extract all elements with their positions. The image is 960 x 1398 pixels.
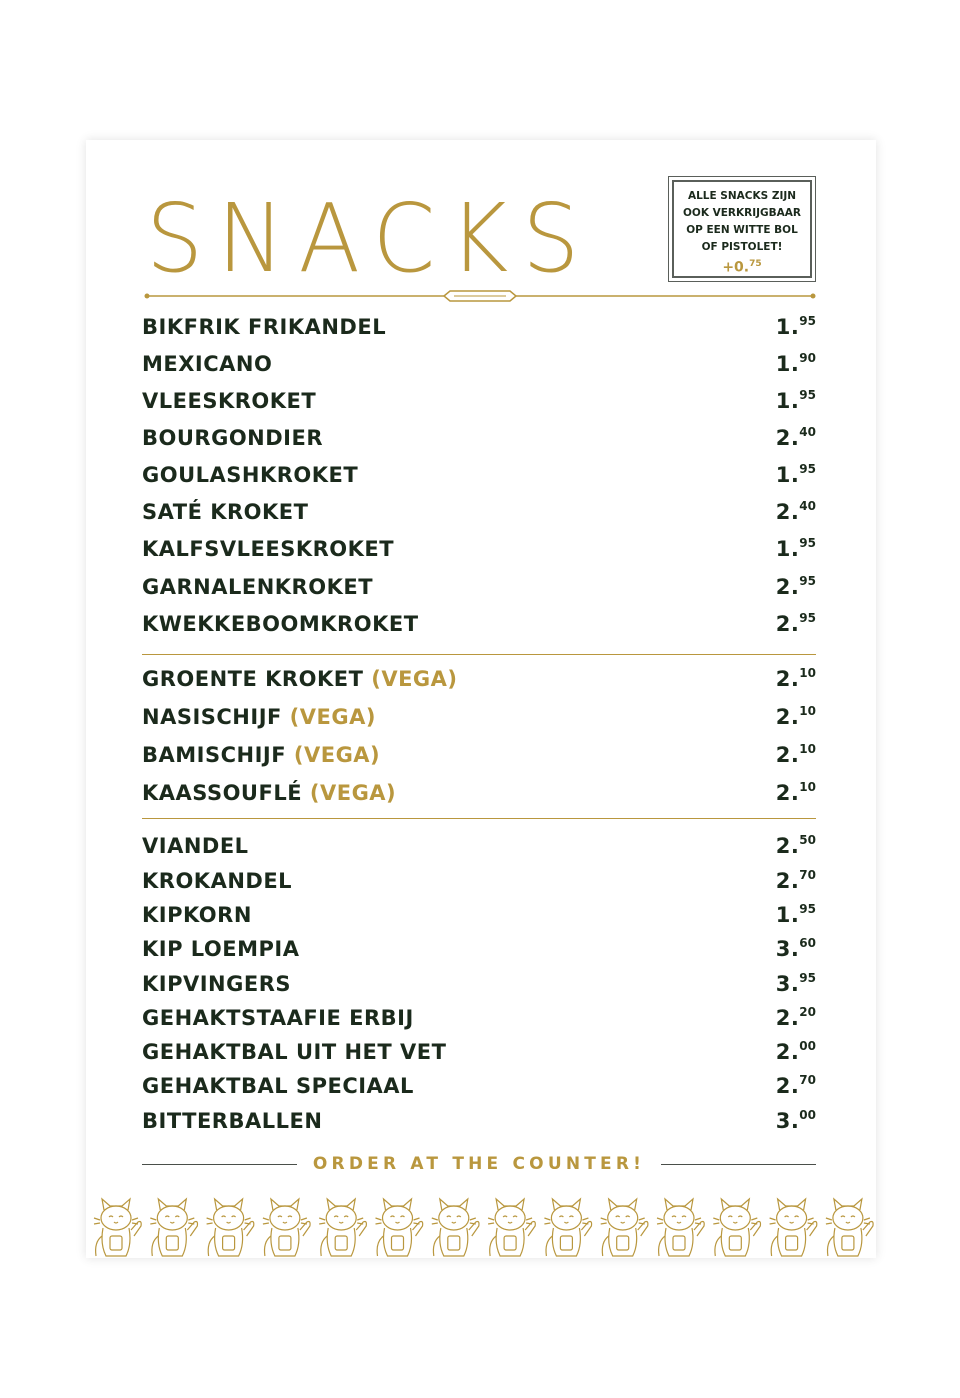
item-price [776, 666, 816, 691]
price-euros: 2. [775, 500, 800, 524]
item-price [776, 971, 816, 996]
menu-item [142, 742, 816, 767]
item-name: VLEESKROKET [142, 389, 317, 413]
price-euros: 1. [775, 352, 800, 376]
vega-tag: (VEGA) [309, 781, 397, 805]
footer-rule-right [661, 1164, 816, 1165]
price-euros: 1. [775, 903, 800, 927]
item-name: GROENTE KROKET [142, 667, 364, 691]
menu-item [142, 1039, 816, 1064]
price-cents: 10 [799, 742, 816, 756]
item-price [776, 388, 816, 413]
item-price [776, 742, 816, 767]
item-price [776, 1039, 816, 1064]
price-euros: 2. [775, 743, 800, 767]
item-price [776, 462, 816, 487]
lucky-cat-icon [207, 1199, 254, 1256]
lucky-cat-icon [826, 1199, 873, 1256]
item-name-wrap [142, 781, 396, 805]
item-price [776, 314, 816, 339]
item-name: BITTERBALLEN [142, 1109, 323, 1133]
notice-extra-cents: 75 [749, 259, 762, 269]
price-cents: 95 [799, 574, 816, 588]
menu-item [142, 1108, 816, 1133]
menu-item [142, 574, 816, 599]
price-euros: 2. [775, 1040, 800, 1064]
item-name: GEHAKTBAL SPECIAAL [142, 1074, 414, 1098]
item-name: KWEKKEBOOMKROKET [142, 612, 419, 636]
price-euros: 2. [775, 426, 800, 450]
item-name-wrap [142, 705, 376, 729]
price-euros: 1. [775, 389, 800, 413]
lucky-cat-icon [488, 1199, 535, 1256]
menu-item [142, 351, 816, 376]
item-price [776, 574, 816, 599]
item-price [776, 351, 816, 376]
item-name: GOULASHKROKET [142, 463, 359, 487]
item-name: SATÉ KROKET [142, 500, 309, 524]
menu-item [142, 314, 816, 339]
price-cents: 10 [799, 704, 816, 718]
lucky-cat-icon [319, 1199, 366, 1256]
vega-tag: (VEGA) [371, 667, 458, 691]
section-divider [142, 654, 816, 655]
item-name: VIANDEL [142, 834, 249, 858]
menu-item [142, 462, 816, 487]
lucky-cat-icon [263, 1199, 310, 1256]
price-euros: 2. [775, 781, 800, 805]
menu-item [142, 704, 816, 729]
notice-extra-main: +0. [722, 259, 750, 276]
price-euros: 2. [775, 1074, 800, 1098]
item-price [776, 1073, 816, 1098]
menu-item [142, 971, 816, 996]
item-name: GEHAKTSTAAFIE ERBIJ [142, 1006, 414, 1030]
menu-item [142, 936, 816, 961]
price-cents: 95 [799, 902, 816, 916]
item-name: KALFSVLEESKROKET [142, 537, 395, 561]
price-euros: 2. [775, 869, 800, 893]
item-name: MEXICANO [142, 352, 273, 376]
lucky-cat-icon [601, 1199, 648, 1256]
price-euros: 1. [775, 537, 800, 561]
ornament-divider [144, 290, 816, 302]
notice-extra-price [674, 256, 810, 277]
price-cents: 10 [799, 780, 816, 794]
footer-rule-left [142, 1164, 297, 1165]
item-name-wrap [142, 667, 458, 691]
notice-line: OOK VERKRIJGBAAR [682, 207, 802, 219]
menu-item [142, 536, 816, 561]
price-euros: 3. [775, 937, 800, 961]
menu-item [142, 868, 816, 893]
lucky-cat-icon [770, 1199, 817, 1256]
price-cents: 10 [799, 666, 816, 680]
menu-item [142, 780, 816, 805]
price-cents: 95 [799, 971, 816, 985]
price-cents: 60 [799, 936, 816, 950]
price-cents: 40 [799, 425, 816, 439]
price-euros: 3. [775, 972, 800, 996]
notice-box [672, 180, 812, 278]
item-price [776, 1005, 816, 1030]
menu-item [142, 425, 816, 450]
price-euros: 2. [775, 575, 800, 599]
section-divider [142, 818, 816, 819]
item-price [776, 536, 816, 561]
lucky-cat-icon [544, 1199, 591, 1256]
menu-item [142, 388, 816, 413]
price-cents: 95 [799, 462, 816, 476]
notice-line: OF PISTOLET! [701, 241, 783, 253]
price-euros: 3. [775, 1109, 800, 1133]
price-cents: 95 [799, 536, 816, 550]
item-price [776, 902, 816, 927]
item-name: KIP LOEMPIA [142, 937, 300, 961]
order-notice: ORDER AT THE COUNTER! [312, 1154, 646, 1174]
price-cents: 70 [799, 868, 816, 882]
item-price [776, 868, 816, 893]
item-name: GEHAKTBAL UIT HET VET [142, 1040, 447, 1064]
order-footer [142, 1154, 816, 1174]
price-euros: 2. [775, 705, 800, 729]
price-cents: 00 [799, 1108, 816, 1122]
item-name: BIKFRIK FRIKANDEL [142, 315, 387, 339]
item-price [776, 499, 816, 524]
item-name: GARNALENKROKET [142, 575, 374, 599]
lucky-cat-icon [432, 1199, 479, 1256]
price-cents: 90 [799, 351, 816, 365]
menu-card [86, 140, 876, 1258]
item-name: KROKANDEL [142, 869, 293, 893]
item-price [776, 611, 816, 636]
price-euros: 2. [775, 1006, 800, 1030]
notice-line: OP EEN WITTE BOL [686, 224, 798, 236]
item-price [776, 425, 816, 450]
price-cents: 95 [799, 388, 816, 402]
vega-tag: (VEGA) [289, 705, 376, 729]
price-euros: 2. [775, 612, 800, 636]
menu-title: SNACKS [146, 183, 594, 294]
menu-item [142, 499, 816, 524]
item-price [776, 704, 816, 729]
lucky-cat-icon [657, 1199, 704, 1256]
price-euros: 1. [775, 463, 800, 487]
price-cents: 20 [799, 1005, 816, 1019]
item-name: BAMISCHIJF [142, 743, 287, 767]
item-name: BOURGONDIER [142, 426, 324, 450]
price-euros: 2. [775, 834, 800, 858]
price-cents: 95 [799, 314, 816, 328]
menu-item [142, 1073, 816, 1098]
item-name-wrap [142, 743, 380, 767]
lucky-cat-border [86, 1192, 876, 1258]
price-cents: 70 [799, 1073, 816, 1087]
item-price [776, 936, 816, 961]
menu-item [142, 833, 816, 858]
price-cents: 95 [799, 611, 816, 625]
item-price [776, 833, 816, 858]
price-cents: 00 [799, 1039, 816, 1053]
lucky-cat-icon [376, 1199, 423, 1256]
item-name: NASISCHIJF [142, 705, 282, 729]
item-price [776, 1108, 816, 1133]
notice-line: ALLE SNACKS ZIJN [687, 190, 797, 202]
menu-item [142, 1005, 816, 1030]
vega-tag: (VEGA) [293, 743, 381, 767]
item-name: KAASSOUFLÉ [142, 781, 303, 805]
menu-item [142, 611, 816, 636]
item-name: KIPKORN [142, 903, 252, 927]
price-cents: 40 [799, 499, 816, 513]
price-cents: 50 [799, 833, 816, 847]
price-euros: 2. [775, 667, 800, 691]
item-name: KIPVINGERS [142, 972, 291, 996]
price-euros: 1. [775, 315, 800, 339]
lucky-cat-icon [713, 1199, 760, 1256]
lucky-cat-icon [94, 1199, 141, 1256]
item-price [776, 780, 816, 805]
menu-item [142, 666, 816, 691]
menu-item [142, 902, 816, 927]
lucky-cat-icon [150, 1199, 197, 1256]
